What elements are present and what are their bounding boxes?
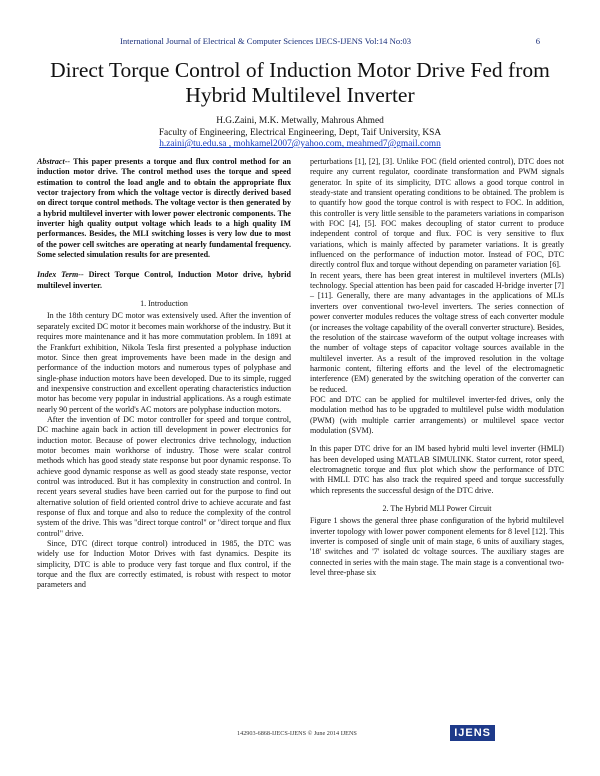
ijens-logo: IJENS xyxy=(450,725,495,741)
running-head xyxy=(120,36,540,46)
right-paragraph-1: perturbations [1], [2], [3]. Unlike FOC (field oriented control), DTC does not require any current regulator, coordinate transformation and PWM signals generator. In spite of its simplicity, DTC allows a good torque control in steady-state and transient operating conditions to be obtained. The problem is to quantify how good the torque control is with respect to FOC. In addition, this controller is very little sensible to the parameters variations in comparison with FOC [4], [5]. FOC makes decoupling of stator current to produce independent control of torque and flux. FOC is very sensitive to flux variations, which is mainly affected by parameter variations. It is greatly influenced on the performance of induction motor. Instead of FOC, DTC directly control flux and torque without depending on parameter variation [6]. xyxy=(310,157,564,270)
index-terms-text: Direct Torque Control, Induction Motor drive, hybrid multilevel inverter. xyxy=(37,270,291,290)
abstract-text: This paper presents a torque and flux control method for an induction motor drive. The control method uses the torque and speed estimation to control the load angle and to obtain the appropriate flux vector trajectory from which the voltage vector is directly derived based on direct torque control methods. The voltage vector is then generated by a hybrid multilevel inverter with lower power electronic components. The inverter high quality output voltage which leads to a high quality IM performances. Besides, the MLI switching losses is very low due to most of the power cell switches are operating at nearly fundamental frequency. Some selected simulation results for are presented. xyxy=(37,157,291,260)
right-column xyxy=(310,157,564,578)
index-terms-label: Index Term-- xyxy=(37,270,84,280)
index-terms xyxy=(37,270,291,291)
left-column xyxy=(37,157,291,591)
author-emails[interactable] xyxy=(20,139,580,151)
abstract xyxy=(37,157,291,260)
author-block xyxy=(20,116,580,151)
page-number: 6 xyxy=(535,36,540,46)
section-heading-introduction: 1. Introduction xyxy=(140,299,188,309)
journal-name: International Journal of Electrical & Computer Sciences IJECS-IJENS Vol:14 No:03 xyxy=(120,36,412,46)
right-paragraph-5: Figure 1 shows the general three phase configuration of the hybrid multilevel inverter topology with lower power component elements for 8 level [12]. This inverter is composed of single unit of main stage, 6 units of auxiliary stages, '18' switches and '7' isolated dc voltage sources. The auxiliary stages are connected in series with the main stage. The main stage is a conventional two-level three-phase six xyxy=(310,516,564,578)
right-paragraph-3: FOC and DTC can be applied for multilevel inverter-fed drives, only the modulation method has to be upgraded to multilevel pulse width modulation (PWM) (with multiple carrier arrangements) or multilevel space vector modulation (SVM). xyxy=(310,394,564,435)
email-links[interactable]: h.zaini@tu.edu.sa , mohkamel2007@yahoo.com, meahmed7@gmail.comn xyxy=(159,139,441,149)
right-paragraph-2: In recent years, there has been great interest in multilevel inverters (MLIs) technology. Special attention has been paid for cascaded H-bridge inverter [7] – [11]. Generally, there are many advantages in the applications of MLIs inverters over conventional two-level inverters. The series connection of power converter modules reduces the voltage stress of each converter module (or increases the voltage capability of the overall converter structure). Besides, the resolution of the staircase waveform of the output voltage increases with the number of voltage steps of capacitor voltage sources available in the multilevel inverter. As a result of the improved resolution in the voltage harmonic content, filtering efforts and the level of the electromagnetic interference (EM) generated by the switching operation of the converter can be reduced. xyxy=(310,270,564,394)
author-names: H.G.Zaini, M.K. Metwally, Mahrous Ahmed xyxy=(216,116,384,126)
intro-paragraph-3: Since, DTC (direct torque control) introduced in 1985, the DTC was widely use for Induction Motor Drives with fast dynamics. Despite its simplicity, DTC is able to produce very fast torque and flux control, if the torque and the flux are correctly estimated, is robust with respect to motor parameters and xyxy=(37,539,291,590)
footer-code: 142903-6868-IJECS-IJENS © June 2014 IJENS xyxy=(237,730,357,737)
intro-paragraph-1: In the 18th century DC motor was extensively used. After the invention of separately excited DC motor it becomes main workhorse of the industry. But it requires more maintenance and it has more commutation problem. In 1891 at the Frankfurt exhibition, Nikola Tesla first presented a polyphase induction motor. Since then great improvements have been made in the design and performance of the induction motors and numerous types of polyphase and single-phase induction motors have been developed. Due to its simple, rugged and inexpensive construction and excellent operating characteristics induction motor has become very popular in industrial applications. As a rough estimate nearly 90 percent of the world's AC motors are polyphase induction motors. xyxy=(37,311,291,414)
page-footer xyxy=(37,722,563,746)
intro-paragraph-2: After the invention of DC motor controller for speed and torque control, DC machine again back in action till development in power electronics for induction motor. Because of power electronics drive technology, induction motor becomes main workhorse of industry. Those were scalar control methods which has good steady state response but poor dynamic response. To achieve good dynamic response as well as good steady state response, vector control was introduced. But it has complexity in construction and control. In recent years several studies have been carried out for the purpose to find out alternative solution of field oriented control drive to achieve accurate and fast response of flux and torque and also to reduce the complexity of the control system of the drive. This was "direct torque control" or "direct torque and flux control" drive. xyxy=(37,414,291,538)
section-heading-hybrid-mli: 2. The Hybrid MLI Power Circuit xyxy=(382,504,492,513)
right-paragraph-4: In this paper DTC drive for an IM based hybrid multi level inverter (HMLI) has been developed using MATLAB SIMULINK. Stator current, rotor speed, electromagnetic torque and flux plot which show the performance of DTC with HMLI. DTC has also track the required speed and torque successfully which represents the successful design of the DTC drive. xyxy=(310,444,564,495)
author-affiliation: Faculty of Engineering, Electrical Engineering, Dept, Taif University, KSA xyxy=(158,127,442,138)
abstract-label: Abstract-- xyxy=(37,157,71,166)
paper-title: Direct Torque Control of Induction Motor Drive Fed from Hybrid Multilevel Inverter xyxy=(50,58,550,107)
